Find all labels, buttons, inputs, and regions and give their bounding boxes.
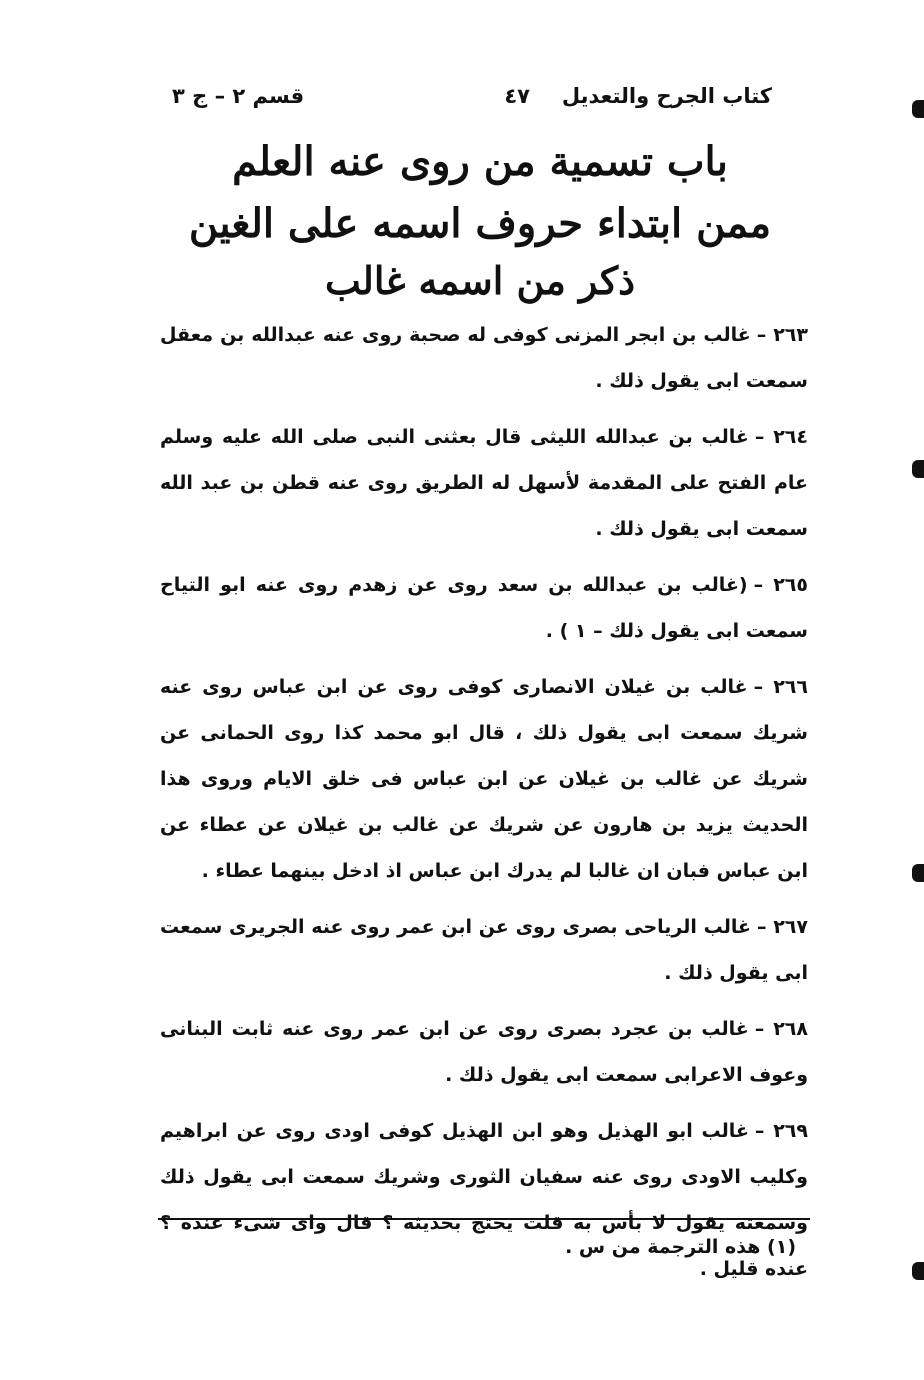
chapter-title-line-1: باب تسمية من روى عنه العلم	[232, 138, 728, 185]
entry-text: غالب بن عبدالله الليثى قال بعثنى النبى صلى الله عليه وسلم عام الفتح على المقدمة لأسهل له الطريق روى عنه قطن بن عبد الله سمعت ابى يقول ذلك .	[160, 426, 808, 540]
entry-number: ٢٦٥ –	[753, 574, 808, 596]
entry-number: ٢٦٤ –	[754, 426, 808, 448]
entry	[160, 414, 808, 552]
entry-text: (غالب بن عبدالله بن سعد روى عن زهدم روى عنه ابو التياح سمعت ابى يقول ذلك – ١ ) .	[160, 574, 808, 642]
entry-number: ٢٦٣ –	[756, 324, 808, 346]
entry	[160, 312, 808, 404]
entry	[160, 1108, 808, 1292]
scan-edge-mark	[912, 100, 924, 118]
page-number: ٤٧	[504, 84, 530, 108]
entry-text: غالب بن غيلان الانصارى كوفى روى عن ابن عباس روى عنه شريك سمعت ابى يقول ذلك ، قال ابو محمد كذا روى الحمانى عن شريك عن غالب بن غيلان عن ابن عباس فى خلق الايام وروى هذا الحديث يزيد بن هارون عن شريك عن غالب بن غيلان عن عطاء عن ابن عباس فبان ان غالبا لم يدرك ابن عباس اذ ادخل بينهما عطاء .	[160, 676, 808, 882]
entry	[160, 562, 808, 654]
chapter-title-line-2: ممن ابتداء حروف اسمه على الغين	[188, 200, 772, 247]
section-label: قسم ٢ – ج ٣	[172, 84, 305, 108]
entry-number: ٢٦٨ –	[754, 1018, 808, 1040]
entries-list	[160, 312, 808, 1302]
entry-number: ٢٦٦ –	[753, 676, 808, 698]
entry-text: غالب بن ابجر المزنى كوفى له صحبة روى عنه عبدالله بن معقل سمعت ابى يقول ذلك .	[160, 324, 808, 392]
book-title: كتاب الجرح والتعديل	[561, 84, 772, 108]
scan-edge-mark	[912, 460, 924, 478]
section-heading: ذكر من اسمه غالب	[324, 258, 636, 303]
footnote: (١) هذه الترجمة من س .	[565, 1236, 796, 1258]
entry	[160, 904, 808, 996]
entry-number: ٢٦٧ –	[756, 916, 808, 938]
entry-text: غالب الرياحى بصرى روى عن ابن عمر روى عنه الجريرى سمعت ابى يقول ذلك .	[160, 916, 808, 984]
entry	[160, 664, 808, 894]
footnote-divider	[158, 1218, 810, 1220]
scan-edge-mark	[912, 864, 924, 882]
scan-edge-mark	[912, 1262, 924, 1280]
entry-text: غالب ابو الهذيل وهو ابن الهذيل كوفى اودى روى عن ابراهيم وكليب الاودى روى عنه سفيان الثورى وشريك سمعت ابى يقول ذلك وسمعته يقول لا بأس به قلت يحتج بحديثه ؟ قال واى شىء عنده ؟ عنده قليل .	[160, 1120, 808, 1280]
running-header	[160, 84, 800, 124]
entry	[160, 1006, 808, 1098]
entry-text: غالب بن عجرد بصرى روى عن ابن عمر روى عنه ثابت البنانى وعوف الاعرابى سمعت ابى يقول ذلك .	[160, 1018, 808, 1086]
entry-number: ٢٦٩ –	[754, 1120, 808, 1142]
